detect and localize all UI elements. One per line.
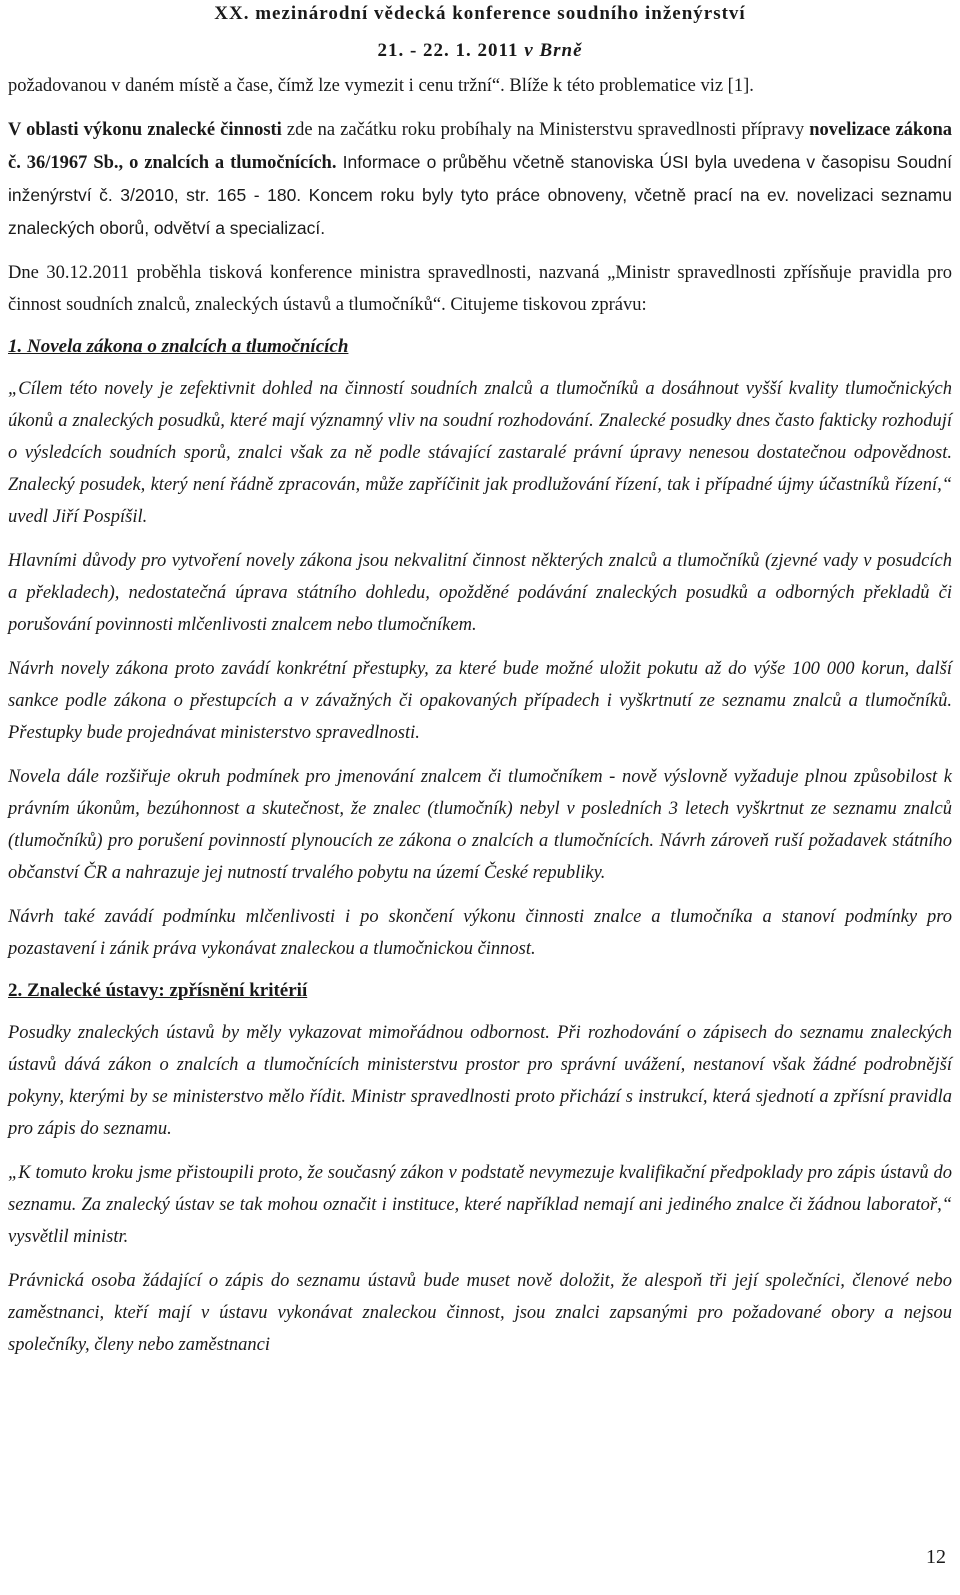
section-1-paragraph-3: Návrh novely zákona proto zavádí konkrétní přestupky, za které bude možné uložit pokutu až do výše 100 000 korun, další sankce podle zákona o přestupcích a v závažných či opakovaných případech i vyškrtnutí ze seznamu znalců a tlumočníků. Přestupky bude projednávat ministerstvo spravedlnosti. [8, 659, 952, 743]
section-2-paragraph-2: „K tomuto kroku jsme přistoupili proto, že současný zákon v podstatě nevymezuje kvalifikační předpoklady pro zápis ústavů do seznamu. Za znalecký ústav se tak mohou označit i instituce, které například nemají ani jediného znalce či žádnou laboratoř,“ vysvětlil ministr. [8, 1163, 952, 1247]
document-body [8, 70, 952, 1361]
intro-paragraph-2 [8, 114, 952, 245]
intro-p2-text: zde na začátku roku probíhaly na Ministerstvu spravedlnosti přípravy [281, 120, 810, 140]
conference-city: Brně [539, 40, 583, 61]
section-1-paragraph-2: Hlavními důvody pro vytvoření novely zákona jsou nekvalitní činnost některých znalců a tlumočníků (zjevné vady v posudcích a překladech), nedostatečná úprava státního dohledu, opožděné podávání znaleckých posudků a odborných překladů či porušování povinnosti mlčenlivosti znalcem nebo tlumočníkem. [8, 551, 952, 635]
page-number: 12 [926, 1546, 946, 1568]
conference-preposition: v [524, 40, 534, 61]
section-1-paragraph-5: Návrh také zavádí podmínku mlčenlivosti i po skončení výkonu činnosti znalce a tlumočníka a stanoví podmínky pro pozastavení i zánik práva vykonávat znaleckou a tlumočnickou činnost. [8, 907, 952, 959]
section-2-paragraph-3: Právnická osoba žádající o zápis do seznamu ústavů bude muset nově doložit, že alespoň tři její společníci, členové nebo zaměstnanci, kteří mají v ústavu vykonávat znaleckou činnost, jsou znalci zapsanými pro požadované obory a nejsou společníky, členy nebo zaměstnanci [8, 1271, 952, 1355]
section-1-paragraph-4: Novela dále rozšiřuje okruh podmínek pro jmenování znalcem či tlumočníkem - nově výslovně vyžaduje plnou způsobilost k právním úkonům, bezúhonnost a skutečnost, že znalec (tlumočník) nebyl v posledních 3 letech vyškrtnut ze seznamu znalců (tlumočníků) pro porušení povinností plynoucích ze zákona o znalcích a tlumočnících. Návrh zároveň ruší požadavek státního občanství ČR a nahrazuje jej nutností trvalého pobytu na území České republiky. [8, 767, 952, 883]
intro-paragraph-3: Dne 30.12.2011 proběhla tisková konference ministra spravedlnosti, nazvaná „Ministr spravedlnosti zpřísňuje pravidla pro činnost soudních znalců, znaleckých ústavů a tlumočníků“. Citujeme tiskovou zprávu: [8, 263, 952, 315]
conference-date-place [0, 40, 960, 62]
section-2-paragraph-1: Posudky znaleckých ústavů by měly vykazovat mimořádnou odbornost. Při rozhodování o zápisech do seznamu znaleckých ústavů dává zákon o znalcích a tlumočnících ministerstvu prostor pro správní uvážení, nestanoví však žádné podrobnější pokyny, kterými by se ministerstvo mělo řídit. Ministr spravedlnosti proto přichází s instrukcí, která sjednotí a zpřísní pravidla pro zápis do seznamu. [8, 1023, 952, 1139]
section-1-paragraph-1: „Cílem této novely je zefektivnit dohled na činností soudních znalců a tlumočníků a dosáhnout vyšší kvality tlumočnických úkonů a znaleckých posudků, které mají významný vliv na soudní rozhodování. Znalecké posudky dnes často fakticky rozhodují o výsledcích soudních sporů, znalci však za ně podle stávající zastaralé právní úpravy nenesou dostatečnou odpovědnost. Znalecký posudek, který není řádně zpracován, může zapříčinit jak prodlužování řízení, tak i případné újmy účastníků řízení,“ uvedl Jiří Pospíšil. [8, 379, 952, 527]
intro-p2-law: novelizace zákona č. 36/1967 Sb., o znalcích a tlumočnících. [8, 120, 953, 173]
intro-paragraph-1: požadovanou v daném místě a čase, čímž lze vymezit i cenu tržní“. Blíže k této problematice viz [1]. [8, 76, 754, 96]
conference-title: XX. mezinárodní vědecká konference soudního inženýrství [214, 3, 746, 24]
section-1-heading: 1. Novela zákona o znalcích a tlumočnících [8, 336, 349, 357]
intro-p2-lead: V oblasti výkonu znalecké činnosti [8, 120, 282, 140]
conference-date: 21. - 22. 1. 2011 [377, 40, 519, 61]
section-2-heading: 2. Znalecké ústavy: zpřísnění kritérií [8, 980, 308, 1001]
intro-p2-rest: Informace o průběhu včetně stanoviska ÚSI byla uvedena v časopisu Soudní inženýrství č. 3/2010, str. 165 - 180. Koncem roku byly tyto práce obnoveny, včetně prací na ev. novelizaci seznamu znaleckých oborů, odvětví a specializací. [8, 152, 952, 238]
